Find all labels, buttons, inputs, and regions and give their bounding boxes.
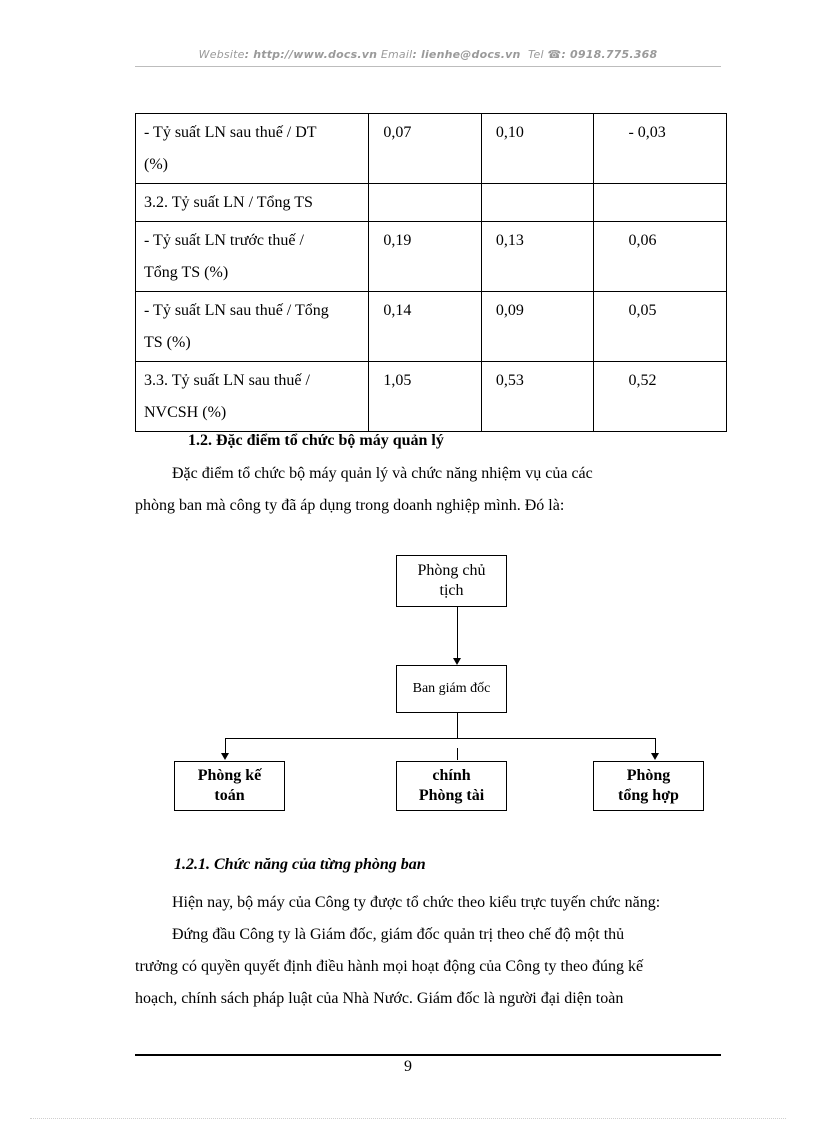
email-label: Email <box>380 48 413 61</box>
tel-label: Tel <box>527 48 544 61</box>
page-bottom-border <box>30 1118 786 1119</box>
table-cell-value: 0,19 <box>369 222 482 292</box>
table-cell-label: 3.3. Tỷ suất LN sau thuế / NVCSH (%) <box>136 362 369 432</box>
table-cell-value: 1,05 <box>369 362 482 432</box>
table-cell-value: 0,52 <box>594 362 727 432</box>
table-cell-label: - Tỷ suất LN sau thuế / DT (%) <box>136 114 369 184</box>
table-cell-value: 0,13 <box>481 222 594 292</box>
table-cell-value: 0,05 <box>594 292 727 362</box>
intro-paragraph-line1: Đặc điểm tổ chức bộ máy quản lý và chức năng nhiệm vụ của các <box>172 465 593 482</box>
page-number: 9 <box>404 1058 412 1075</box>
phone-icon: ☎ <box>547 48 562 61</box>
arrow-down-icon <box>221 753 229 760</box>
org-box-chairman: Phòng chủ tịch <box>396 555 507 607</box>
table-cell-value: 0,10 <box>481 114 594 184</box>
table-cell-value <box>369 184 482 222</box>
connector-line <box>655 738 656 754</box>
connector-line <box>457 748 458 760</box>
org-box-board-of-directors: Ban giám đốc <box>396 665 507 713</box>
table-cell-value: 0,07 <box>369 114 482 184</box>
footer-divider <box>135 1054 721 1056</box>
org-box-accounting: Phòng kế toán <box>174 761 285 811</box>
table-cell-value <box>481 184 594 222</box>
website-label: Website <box>198 48 245 61</box>
table-cell-value: - 0,03 <box>594 114 727 184</box>
connector-line <box>225 738 656 739</box>
section-heading-1-2: 1.2. Đặc điểm tổ chức bộ máy quản lý <box>188 432 444 449</box>
arrow-down-icon <box>651 753 659 760</box>
table-cell-value: 0,14 <box>369 292 482 362</box>
table-cell-value: 0,53 <box>481 362 594 432</box>
paragraph-director-line2: trưởng có quyền quyết định điều hành mọi hoạt động của Công ty theo đúng kế <box>135 958 644 975</box>
financial-ratio-table <box>135 113 727 432</box>
website-link[interactable]: : http://www.docs.vn <box>244 48 378 61</box>
email-link[interactable]: : lienhe@docs.vn <box>412 48 521 61</box>
table-cell-label: - Tỷ suất LN trước thuế / Tổng TS (%) <box>136 222 369 292</box>
intro-paragraph-line2: phòng ban mà công ty đã áp dụng trong doanh nghiệp mình. Đó là: <box>135 497 565 514</box>
tel-number: : 0918.775.368 <box>561 48 658 61</box>
arrow-down-icon <box>453 658 461 665</box>
header-divider <box>135 66 721 67</box>
table-row <box>136 114 727 184</box>
org-box-general: Phòng tổng hợp <box>593 761 704 811</box>
paragraph-structure: Hiện nay, bộ máy của Công ty được tổ chức theo kiểu trực tuyến chức năng: <box>172 894 661 911</box>
table-row <box>136 362 727 432</box>
table-row <box>136 222 727 292</box>
table-cell-label: 3.2. Tỷ suất LN / Tổng TS <box>136 184 369 222</box>
connector-line <box>457 607 458 659</box>
table-cell-value: 0,09 <box>481 292 594 362</box>
org-box-finance: chính Phòng tài <box>396 761 507 811</box>
table-cell-value: 0,06 <box>594 222 727 292</box>
table-row <box>136 292 727 362</box>
paragraph-director-line1: Đứng đầu Công ty là Giám đốc, giám đốc quản trị theo chế độ một thủ <box>172 926 625 943</box>
page-header <box>135 48 721 61</box>
table-cell-value <box>594 184 727 222</box>
table-row <box>136 184 727 222</box>
table-cell-label: - Tỷ suất LN sau thuế / Tổng TS (%) <box>136 292 369 362</box>
paragraph-director-line3: hoạch, chính sách pháp luật của Nhà Nước. Giám đốc là người đại diện toàn <box>135 990 624 1007</box>
connector-line <box>457 713 458 738</box>
section-heading-1-2-1: 1.2.1. Chức năng của từng phòng ban <box>174 856 426 873</box>
connector-line <box>225 738 226 754</box>
